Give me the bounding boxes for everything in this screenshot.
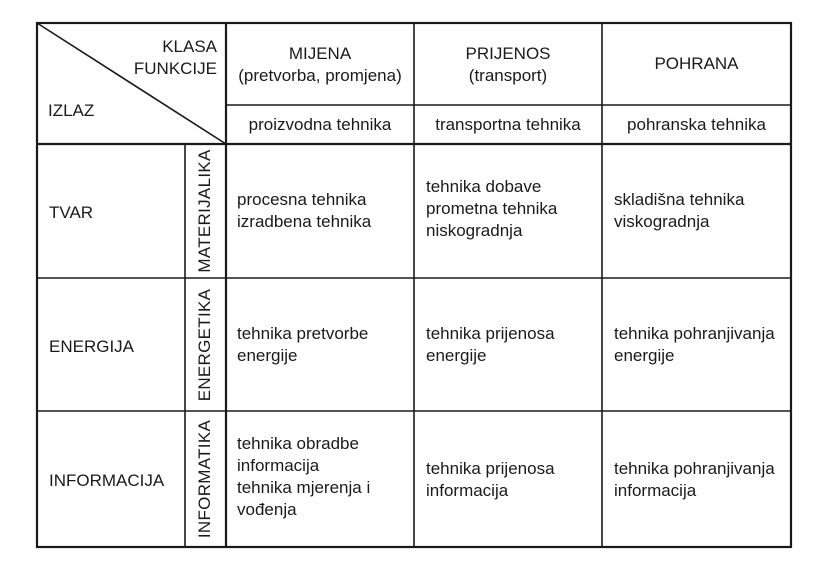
- cell-line: tehnika pohranjivanja: [614, 459, 775, 478]
- column-subtitle: (transport): [468, 66, 548, 85]
- row-label-informacija: INFORMACIJA: [49, 471, 165, 490]
- cell-line: energije: [614, 346, 675, 365]
- technique-transportna: transportna tehnika: [435, 115, 581, 134]
- corner-label-klasa: KLASA: [162, 37, 217, 56]
- column-title: MIJENA: [288, 44, 352, 63]
- cell-informacija-mijena: [237, 433, 370, 521]
- cell-energija-prijenos: [426, 323, 555, 367]
- cell-informacija-prijenos: [426, 458, 555, 502]
- cell-line: informacija: [614, 481, 697, 500]
- column-header-mijena: [226, 43, 414, 87]
- cell-line: energije: [237, 346, 298, 365]
- cell-line: procesna tehnika: [237, 190, 367, 209]
- cell-energija-pohrana: [614, 323, 775, 367]
- row-label-energija: ENERGIJA: [49, 337, 135, 356]
- row-domain-materijalika: MATERIJALIKA: [195, 149, 214, 273]
- column-subtitle: (pretvorba, promjena): [238, 66, 402, 85]
- cell-line: energije: [426, 346, 487, 365]
- corner-label-izlaz: IZLAZ: [48, 101, 95, 120]
- cell-line: prometna tehnika: [426, 199, 558, 218]
- cell-tvar-prijenos: [426, 176, 557, 242]
- cell-line: niskogradnja: [426, 221, 523, 240]
- cell-line: tehnika prijenosa: [426, 324, 555, 343]
- cell-line: tehnika mjerenja i: [237, 478, 371, 497]
- column-header-prijenos: [414, 43, 602, 87]
- cell-energija-mijena: [237, 323, 368, 367]
- cell-line: informacija: [426, 481, 509, 500]
- cell-line: tehnika pohranjivanja: [614, 324, 775, 343]
- column-title: PRIJENOS: [465, 44, 551, 63]
- corner-header-top: [134, 36, 217, 80]
- row-domain-informatika: INFORMATIKA: [195, 419, 214, 539]
- technique-proizvodna: proizvodna tehnika: [248, 115, 392, 134]
- column-header-pohrana: POHRANA: [654, 54, 739, 73]
- cell-line: tehnika prijenosa: [426, 459, 555, 478]
- cell-line: skladišna tehnika: [614, 190, 745, 209]
- row-label-tvar: TVAR: [49, 203, 94, 222]
- row-domain-energetika: ENERGETIKA: [195, 288, 214, 402]
- corner-label-funkcije: FUNKCIJE: [133, 59, 217, 78]
- cell-line: vođenja: [237, 500, 297, 519]
- cell-tvar-mijena: [237, 189, 371, 233]
- cell-informacija-pohrana: [614, 458, 775, 502]
- cell-line: viskogradnja: [614, 212, 710, 231]
- cell-line: tehnika obradbe: [237, 434, 359, 453]
- cell-line: tehnika dobave: [426, 177, 542, 196]
- cell-line: tehnika pretvorbe: [237, 324, 369, 343]
- cell-line: izradbena tehnika: [237, 212, 372, 231]
- technique-pohranska: pohranska tehnika: [627, 115, 766, 134]
- cell-tvar-pohrana: [614, 189, 744, 233]
- cell-line: informacija: [237, 456, 320, 475]
